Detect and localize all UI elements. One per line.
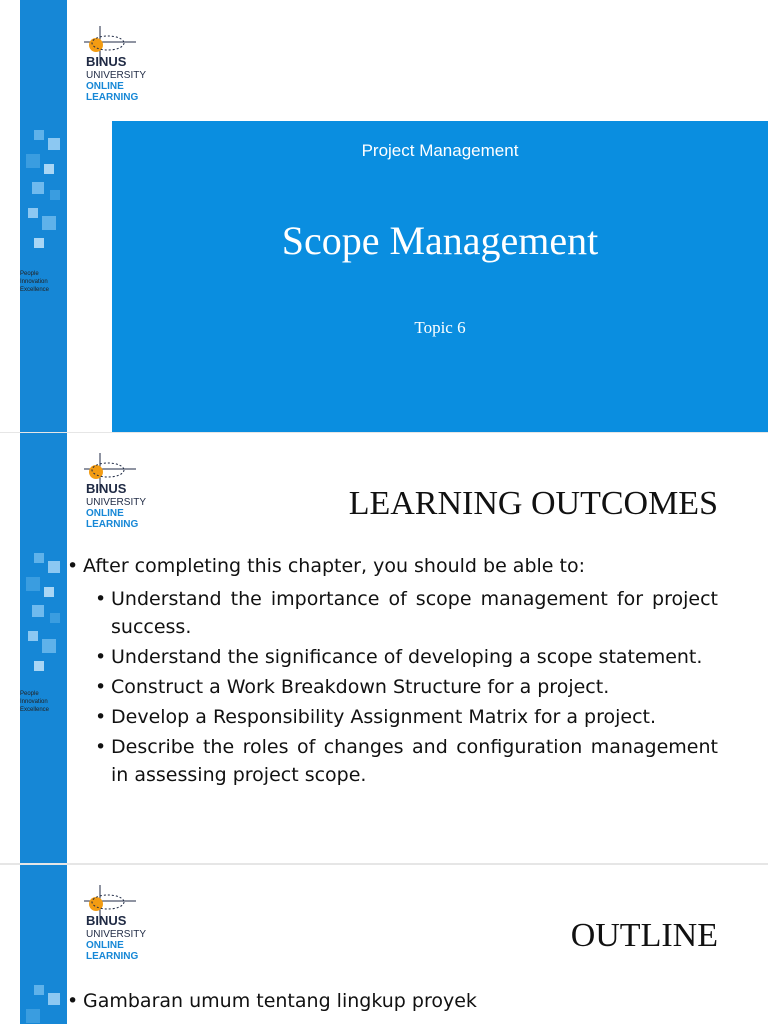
- list-item: • Understand the importance of scope management for project success.: [95, 585, 718, 641]
- tagline-excellence: Excellence: [20, 707, 50, 713]
- title-slide: [0, 0, 768, 432]
- logo-learning: LEARNING: [86, 519, 139, 530]
- list-item: • Describe the roles of changes and configuration management in assessing project scope.: [95, 733, 718, 789]
- logo-learning: LEARNING: [86, 92, 139, 103]
- logo-learning: LEARNING: [86, 951, 139, 962]
- outline-slide: [0, 865, 768, 1024]
- outline-list: [67, 989, 718, 1020]
- learning-outcomes-slide: [0, 433, 768, 863]
- list-item: • Develop a Responsibility Assignment Matrix for a project.: [95, 703, 718, 731]
- brand-strip: [20, 0, 67, 432]
- binus-logo: [66, 885, 186, 965]
- logo-binus: BINUS: [86, 54, 127, 69]
- strip-pattern-icon: [20, 120, 67, 260]
- logo-university: UNIVERSITY: [86, 929, 147, 940]
- tagline-innovation: Innovation: [20, 279, 48, 285]
- logo-online: ONLINE: [86, 81, 124, 92]
- strip-pattern-icon: [20, 543, 67, 683]
- slide-heading: OUTLINE: [570, 917, 718, 954]
- logo-university: UNIVERSITY: [86, 70, 147, 81]
- binus-logo: [66, 453, 186, 533]
- outcomes-list: [67, 554, 718, 791]
- list-intro: • After completing this chapter, you should be able to:: [67, 554, 718, 579]
- topic-label: Topic 6: [414, 318, 466, 337]
- tagline-people: People: [20, 691, 39, 697]
- list-item: • Gambaran umum tentang lingkup proyek: [67, 989, 718, 1014]
- tagline-innovation: Innovation: [20, 699, 48, 705]
- tagline-people: People: [20, 271, 39, 277]
- course-name: Project Management: [361, 141, 519, 160]
- brand-strip: [20, 433, 67, 863]
- logo-binus: BINUS: [86, 481, 127, 496]
- slide-title: Scope Management: [281, 218, 599, 263]
- list-item: • Construct a Work Breakdown Structure for a project.: [95, 673, 718, 701]
- logo-university: UNIVERSITY: [86, 497, 147, 508]
- list-item: • Understand the significance of developing a scope statement.: [95, 643, 718, 671]
- logo-online: ONLINE: [86, 508, 124, 519]
- slide-heading: LEARNING OUTCOMES: [348, 485, 718, 522]
- strip-pattern-icon: [20, 975, 67, 1024]
- brand-tagline: [20, 690, 49, 714]
- brand-strip: [20, 865, 67, 1024]
- binus-logo: [66, 26, 186, 106]
- logo-binus: BINUS: [86, 913, 127, 928]
- brand-tagline: [20, 270, 49, 294]
- title-banner: [112, 121, 768, 432]
- logo-online: ONLINE: [86, 940, 124, 951]
- tagline-excellence: Excellence: [20, 287, 50, 293]
